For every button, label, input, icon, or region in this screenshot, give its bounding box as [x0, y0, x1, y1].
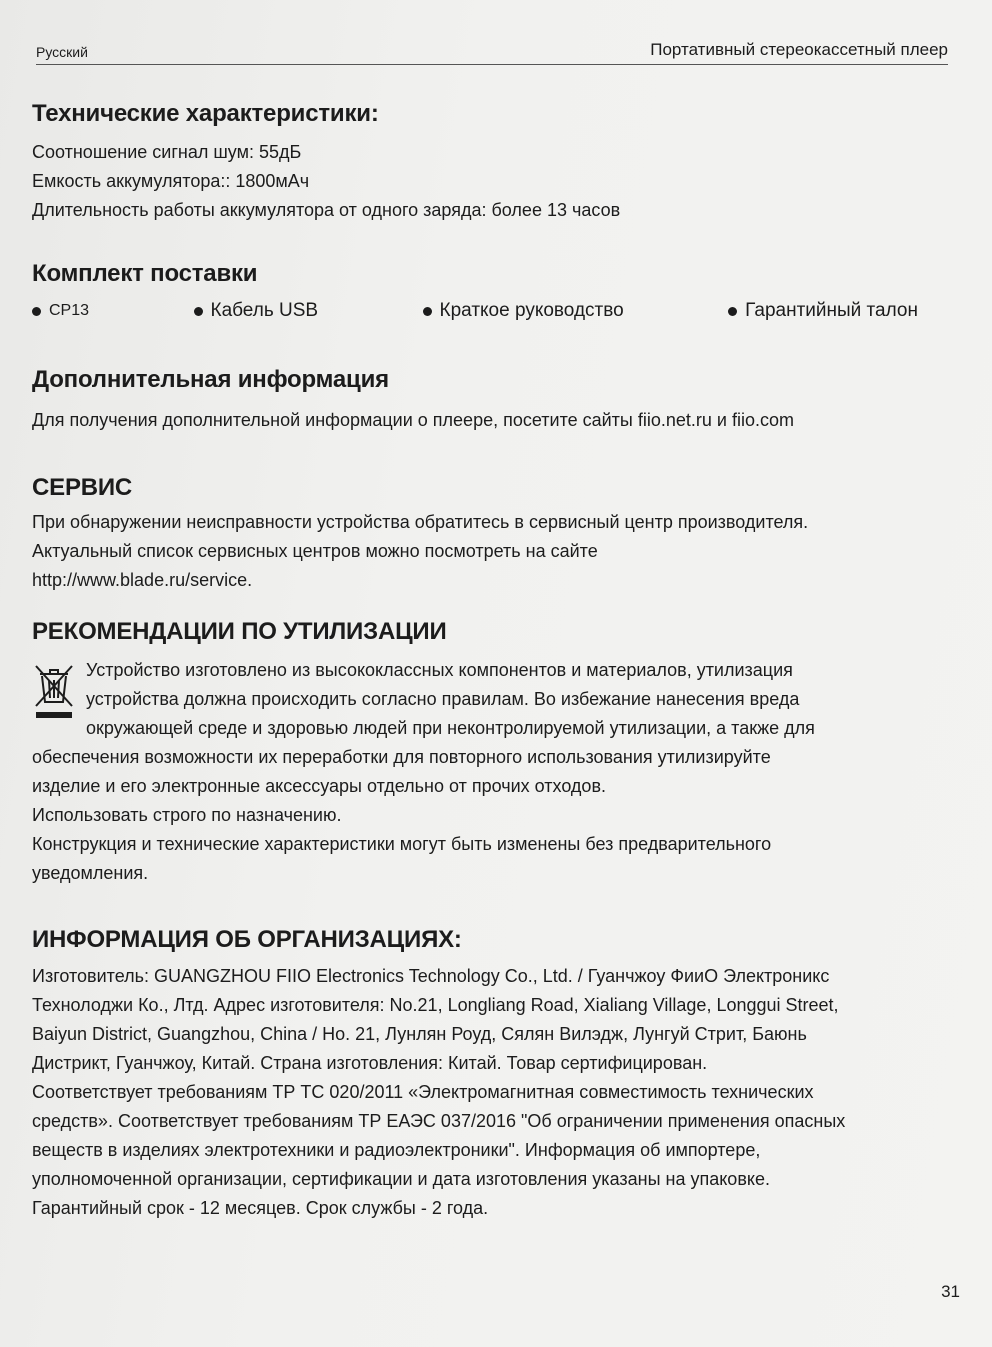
org-line: Технолоджи Ко., Лтд. Адрес изготовителя: No.21, Longliang Road, Xialiang Village, Longgui Street,: [32, 995, 839, 1015]
service-line: При обнаружении неисправности устройства обратитесь в сервисный центр производителя.: [32, 512, 809, 532]
disposal-line: устройства должна происходить согласно правилам. Во избежание нанесения вреда: [86, 689, 800, 709]
package-item: Кабель USB: [194, 300, 319, 322]
specs-heading: Технические характеристики:: [32, 100, 379, 127]
disposal-section: [32, 618, 952, 888]
header-doc-title: Портативный стереокассетный плеер: [650, 40, 948, 59]
org-line: Гарантийный срок - 12 месяцев. Срок службы - 2 года.: [32, 1198, 489, 1218]
bullet-icon: [728, 307, 737, 316]
package-item: CP13: [32, 300, 89, 322]
disposal-line: окружающей среде и здоровью людей при неконтролируемой утилизации, а также для: [86, 718, 815, 738]
package-item: Краткое руководство: [423, 300, 624, 322]
crossed-out-bin-icon: [32, 662, 76, 720]
disposal-line: Устройство изготовлено из высококлассных компонентов и материалов, утилизация: [86, 660, 793, 680]
bullet-icon: [32, 307, 41, 316]
additional-section: [32, 366, 952, 435]
bullet-icon: [423, 307, 432, 316]
disposal-line: Конструкция и технические характеристики могут быть изменены без предварительного: [32, 834, 772, 854]
package-list: [32, 300, 918, 322]
disposal-line: уведомления.: [32, 863, 149, 883]
org-section: [32, 926, 952, 1223]
page-header: [36, 38, 948, 65]
service-heading: СЕРВИС: [32, 474, 133, 501]
org-line: Соответствует требованиям ТР ТС 020/2011 «Электромагнитная совместимость технических: [32, 1082, 814, 1102]
service-url: http://www.blade.ru/service.: [32, 570, 253, 590]
disposal-line: изделие и его электронные аксессуары отдельно от прочих отходов.: [32, 776, 607, 796]
additional-heading: Дополнительная информация: [32, 366, 389, 393]
org-line: Baiyun District, Guangzhou, China / Но. 21, Лунлян Роуд, Сялян Вилэдж, Лунгуй Стрит, Баюнь: [32, 1024, 807, 1044]
package-heading: Комплект поставки: [32, 260, 258, 287]
org-line: Изготовитель: GUANGZHOU FIIO Electronics Technology Co., Ltd. / Гуанчжоу ФииО Электроникс: [32, 966, 830, 986]
header-language: Русский: [36, 44, 88, 60]
disposal-line: обеспечения возможности их переработки для повторного использования утилизируйте: [32, 747, 771, 767]
org-line: средств». Соответствует требованиям ТР ЕАЭС 037/2016 "Об ограничении применения опасных: [32, 1111, 846, 1131]
org-line: веществ в изделиях электротехники и радиоэлектроники". Информация об импортере,: [32, 1140, 761, 1160]
disposal-heading: РЕКОМЕНДАЦИИ ПО УТИЛИЗАЦИИ: [32, 618, 447, 645]
spec-line: Емкость аккумулятора:: 1800мАч: [32, 171, 310, 191]
spec-line: Длительность работы аккумулятора от одного заряда: более 13 часов: [32, 200, 621, 220]
spec-line: Соотношение сигнал шум: 55дБ: [32, 142, 302, 162]
service-section: [32, 474, 952, 595]
bullet-icon: [194, 307, 203, 316]
package-item: Гарантийный талон: [728, 300, 918, 322]
page-number: 31: [941, 1282, 960, 1301]
org-heading: ИНФОРМАЦИЯ ОБ ОРГАНИЗАЦИЯХ:: [32, 926, 462, 953]
specs-section: [32, 100, 952, 225]
package-section: [32, 260, 918, 322]
org-line: Дистрикт, Гуанчжоу, Китай. Страна изготовления: Китай. Товар сертифицирован.: [32, 1053, 708, 1073]
service-line: Актуальный список сервисных центров можно посмотреть на сайте: [32, 541, 598, 561]
org-line: уполномоченной организации, сертификации и дата изготовления указаны на упаковке.: [32, 1169, 770, 1189]
disposal-line: Использовать строго по назначению.: [32, 805, 342, 825]
additional-text: Для получения дополнительной информации о плеере, посетите сайты fiio.net.ru и fiio.com: [32, 410, 794, 430]
